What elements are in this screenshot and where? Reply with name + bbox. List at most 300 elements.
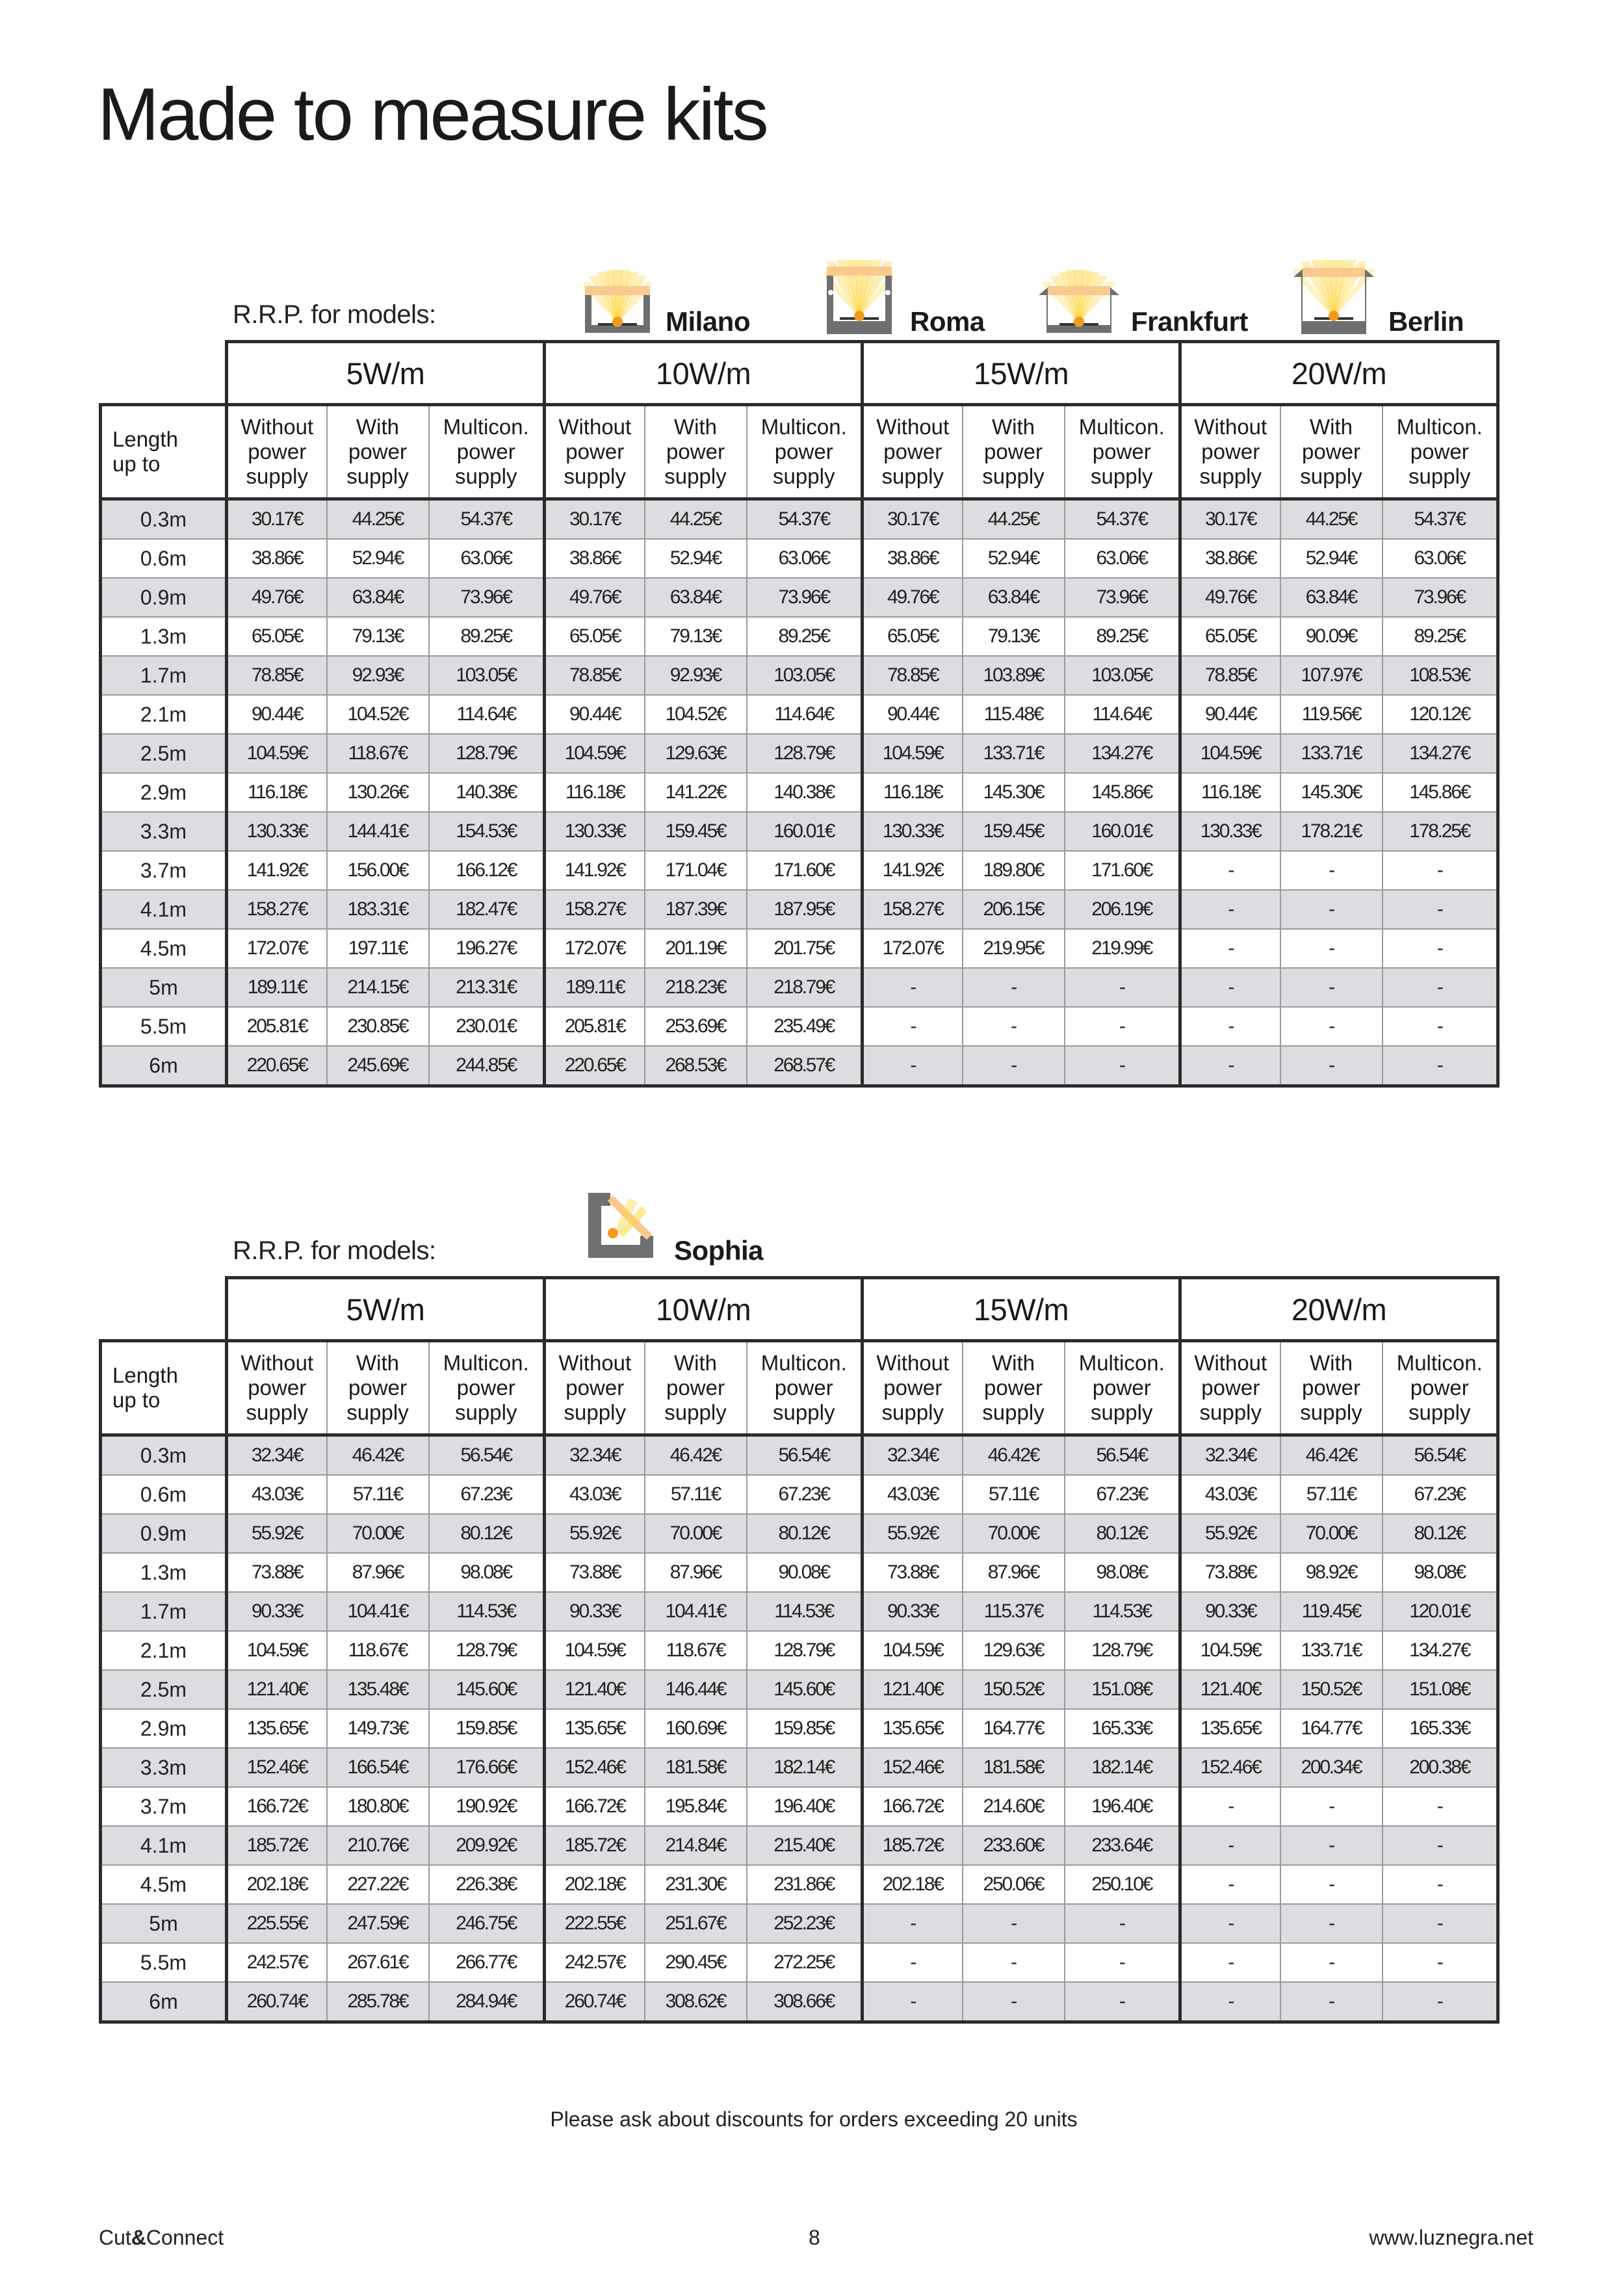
table-row <box>101 656 1498 695</box>
price-cell: 220.65€ <box>545 1046 645 1086</box>
price-cell: 189.80€ <box>963 851 1065 890</box>
price-cell: 65.05€ <box>863 617 963 656</box>
table-row <box>101 929 1498 968</box>
price-cell: 189.11€ <box>227 968 327 1007</box>
price-cell: - <box>863 1007 963 1046</box>
price-cell: 214.15€ <box>327 968 429 1007</box>
table-row <box>101 1709 1498 1748</box>
price-cell: 171.60€ <box>747 851 863 890</box>
model-milano <box>584 260 750 338</box>
price-cell: - <box>1280 1787 1383 1826</box>
price-cell: 141.92€ <box>545 851 645 890</box>
power-group-header: 10W/m <box>545 342 863 405</box>
price-cell: 104.59€ <box>227 1631 327 1670</box>
price-cell: 133.71€ <box>1280 1631 1383 1670</box>
length-cell: 0.6m <box>101 1475 227 1514</box>
price-cell: 90.08€ <box>747 1553 863 1592</box>
price-cell: 56.54€ <box>1065 1435 1180 1476</box>
price-cell: 90.33€ <box>545 1592 645 1631</box>
supply-column-header: Multicon. power supply <box>1065 1341 1180 1435</box>
price-cell: 57.11€ <box>327 1475 429 1514</box>
price-cell: 158.27€ <box>227 890 327 929</box>
price-cell: 233.60€ <box>963 1826 1065 1865</box>
price-cell: 164.77€ <box>963 1709 1065 1748</box>
price-cell: 73.96€ <box>1383 578 1498 617</box>
price-cell: - <box>1065 968 1180 1007</box>
price-cell: 268.53€ <box>645 1046 747 1086</box>
price-cell: 73.88€ <box>863 1553 963 1592</box>
supply-column-header: Multicon. power supply <box>429 405 545 499</box>
price-cell: 87.96€ <box>645 1553 747 1592</box>
power-group-header: 20W/m <box>1180 1278 1498 1341</box>
table-row <box>101 539 1498 578</box>
price-cell: 129.63€ <box>963 1631 1065 1670</box>
price-cell: 135.65€ <box>863 1709 963 1748</box>
price-cell: 55.92€ <box>1180 1514 1280 1553</box>
price-cell: 116.18€ <box>1180 773 1280 812</box>
price-cell: 172.07€ <box>545 929 645 968</box>
supply-column-header: With power supply <box>645 1341 747 1435</box>
length-cell: 0.9m <box>101 1514 227 1553</box>
price-cell: 54.37€ <box>747 499 863 540</box>
price-cell: 114.64€ <box>747 695 863 734</box>
price-cell: 134.27€ <box>1383 1631 1498 1670</box>
price-cell: 73.88€ <box>227 1553 327 1592</box>
price-cell: 152.46€ <box>863 1748 963 1787</box>
price-cell: 90.09€ <box>1280 617 1383 656</box>
length-cell: 0.9m <box>101 578 227 617</box>
price-cell: 118.67€ <box>327 734 429 773</box>
price-table-section-2 <box>99 1276 1500 2024</box>
length-cell: 0.3m <box>101 499 227 540</box>
supply-column-header: Multicon. power supply <box>747 405 863 499</box>
price-cell: - <box>1383 968 1498 1007</box>
price-cell: - <box>1280 851 1383 890</box>
price-cell: 242.57€ <box>545 1943 645 1982</box>
price-cell: - <box>863 1046 963 1086</box>
price-cell: 227.22€ <box>327 1865 429 1904</box>
price-cell: 30.17€ <box>545 499 645 540</box>
price-cell: 160.01€ <box>747 812 863 851</box>
price-cell: 178.25€ <box>1383 812 1498 851</box>
price-cell: 160.69€ <box>645 1709 747 1748</box>
model-frankfurt <box>1039 260 1248 338</box>
supply-column-header: With power supply <box>1280 405 1383 499</box>
table-row <box>101 1592 1498 1631</box>
price-table <box>99 340 1500 1088</box>
price-cell: 215.40€ <box>747 1826 863 1865</box>
table-row <box>101 1435 1498 1476</box>
price-cell: 141.22€ <box>645 773 747 812</box>
price-cell: 268.57€ <box>747 1046 863 1086</box>
price-cell: 63.06€ <box>1065 539 1180 578</box>
price-cell: 244.85€ <box>429 1046 545 1086</box>
price-cell: 158.27€ <box>863 890 963 929</box>
price-cell: 104.59€ <box>863 734 963 773</box>
price-cell: - <box>1280 929 1383 968</box>
price-cell: 166.72€ <box>227 1787 327 1826</box>
price-cell: - <box>1065 1046 1180 1086</box>
price-cell: 196.40€ <box>1065 1787 1180 1826</box>
price-cell: 67.23€ <box>1065 1475 1180 1514</box>
price-cell: 200.38€ <box>1383 1748 1498 1787</box>
price-cell: 98.08€ <box>1065 1553 1180 1592</box>
price-cell: 90.44€ <box>545 695 645 734</box>
price-cell: 107.97€ <box>1280 656 1383 695</box>
price-cell: 182.14€ <box>1065 1748 1180 1787</box>
price-cell: 149.73€ <box>327 1709 429 1748</box>
price-cell: 210.76€ <box>327 1826 429 1865</box>
price-cell: 43.03€ <box>1180 1475 1280 1514</box>
price-cell: 166.72€ <box>863 1787 963 1826</box>
price-cell: 43.03€ <box>863 1475 963 1514</box>
price-cell: 57.11€ <box>645 1475 747 1514</box>
price-cell: - <box>963 1982 1065 2022</box>
price-cell: 63.06€ <box>1383 539 1498 578</box>
price-cell: 130.26€ <box>327 773 429 812</box>
price-cell: 104.59€ <box>545 734 645 773</box>
price-cell: 152.46€ <box>545 1748 645 1787</box>
price-cell: - <box>1383 1787 1498 1826</box>
price-cell: 135.65€ <box>227 1709 327 1748</box>
table-row <box>101 851 1498 890</box>
price-cell: 43.03€ <box>545 1475 645 1514</box>
price-cell: 98.08€ <box>1383 1553 1498 1592</box>
supply-column-header: Multicon. power supply <box>1065 405 1180 499</box>
price-cell: 183.31€ <box>327 890 429 929</box>
length-cell: 4.5m <box>101 929 227 968</box>
price-cell: 120.12€ <box>1383 695 1498 734</box>
price-cell: - <box>1065 1007 1180 1046</box>
price-cell: 180.80€ <box>327 1787 429 1826</box>
power-header-row <box>101 1278 1498 1341</box>
price-cell: 121.40€ <box>863 1670 963 1709</box>
rrp-label: R.R.P. for models: <box>233 1236 436 1265</box>
price-cell: 214.84€ <box>645 1826 747 1865</box>
price-cell: - <box>1383 929 1498 968</box>
price-cell: - <box>1065 1982 1180 2022</box>
table-row <box>101 1007 1498 1046</box>
price-cell: 214.60€ <box>963 1787 1065 1826</box>
price-cell: 52.94€ <box>645 539 747 578</box>
rrp-label: R.R.P. for models: <box>233 300 436 329</box>
price-cell: 128.79€ <box>429 734 545 773</box>
price-cell: - <box>963 1943 1065 1982</box>
price-cell: 87.96€ <box>327 1553 429 1592</box>
length-cell: 2.5m <box>101 1670 227 1709</box>
table-row <box>101 1553 1498 1592</box>
price-cell: 218.79€ <box>747 968 863 1007</box>
price-cell: 49.76€ <box>545 578 645 617</box>
price-cell: 140.38€ <box>747 773 863 812</box>
price-cell: 196.40€ <box>747 1787 863 1826</box>
price-cell: 134.27€ <box>1383 734 1498 773</box>
price-cell: 56.54€ <box>747 1435 863 1476</box>
price-cell: 247.59€ <box>327 1904 429 1943</box>
price-cell: 226.38€ <box>429 1865 545 1904</box>
price-cell: 189.11€ <box>545 968 645 1007</box>
price-cell: - <box>1180 890 1280 929</box>
price-cell: 90.33€ <box>863 1592 963 1631</box>
price-cell: 190.92€ <box>429 1787 545 1826</box>
price-cell: 70.00€ <box>327 1514 429 1553</box>
model-name: Berlin <box>1388 306 1464 337</box>
power-group-header: 10W/m <box>545 1278 863 1341</box>
table-row <box>101 1046 1498 1086</box>
price-cell: 158.27€ <box>545 890 645 929</box>
price-cell: 165.33€ <box>1065 1709 1180 1748</box>
price-cell: 197.11€ <box>327 929 429 968</box>
price-cell: 121.40€ <box>227 1670 327 1709</box>
price-cell: - <box>1180 1943 1280 1982</box>
price-cell: 104.52€ <box>327 695 429 734</box>
price-cell: 154.53€ <box>429 812 545 851</box>
price-cell: 250.06€ <box>963 1865 1065 1904</box>
price-cell: 260.74€ <box>545 1982 645 2022</box>
price-cell: 57.11€ <box>963 1475 1065 1514</box>
price-cell: - <box>1383 851 1498 890</box>
length-cell: 4.5m <box>101 1865 227 1904</box>
price-cell: 151.08€ <box>1065 1670 1180 1709</box>
price-cell: 185.72€ <box>227 1826 327 1865</box>
price-cell: - <box>1280 1943 1383 1982</box>
price-cell: 130.33€ <box>227 812 327 851</box>
length-cell: 4.1m <box>101 1826 227 1865</box>
price-cell: 213.31€ <box>429 968 545 1007</box>
price-cell: 38.86€ <box>227 539 327 578</box>
berlin-profile-icon <box>1293 260 1374 338</box>
length-cell: 1.3m <box>101 1553 227 1592</box>
price-cell: 104.59€ <box>1180 1631 1280 1670</box>
price-cell: - <box>1383 1904 1498 1943</box>
price-cell: 178.21€ <box>1280 812 1383 851</box>
price-cell: 135.65€ <box>1180 1709 1280 1748</box>
price-cell: 73.96€ <box>1065 578 1180 617</box>
price-cell: 38.86€ <box>863 539 963 578</box>
price-cell: 144.41€ <box>327 812 429 851</box>
price-cell: 205.81€ <box>545 1007 645 1046</box>
price-cell: 130.33€ <box>545 812 645 851</box>
table-row <box>101 1670 1498 1709</box>
price-cell: 152.46€ <box>227 1748 327 1787</box>
supply-column-header: Without power supply <box>863 405 963 499</box>
price-cell: 67.23€ <box>429 1475 545 1514</box>
price-cell: 145.86€ <box>1383 773 1498 812</box>
price-cell: 145.60€ <box>429 1670 545 1709</box>
roma-profile-icon <box>825 260 893 338</box>
price-cell: 218.23€ <box>645 968 747 1007</box>
price-cell: 115.48€ <box>963 695 1065 734</box>
table-row <box>101 734 1498 773</box>
column-header-row <box>101 405 1498 499</box>
price-cell: 181.58€ <box>645 1748 747 1787</box>
length-cell: 2.1m <box>101 695 227 734</box>
price-cell: 150.52€ <box>1280 1670 1383 1709</box>
footer-website[interactable]: www.luznegra.net <box>1369 2226 1533 2249</box>
length-cell: 2.1m <box>101 1631 227 1670</box>
price-cell: 115.37€ <box>963 1592 1065 1631</box>
price-cell: 128.79€ <box>747 1631 863 1670</box>
empty-corner-cell <box>101 1278 227 1341</box>
price-cell: 79.13€ <box>327 617 429 656</box>
price-cell: - <box>863 968 963 1007</box>
price-cell: 80.12€ <box>429 1514 545 1553</box>
price-cell: 165.33€ <box>1383 1709 1498 1748</box>
supply-column-header: Without power supply <box>1180 1341 1280 1435</box>
length-cell: 3.7m <box>101 1787 227 1826</box>
price-cell: 206.15€ <box>963 890 1065 929</box>
price-cell: - <box>1280 1046 1383 1086</box>
length-cell: 3.3m <box>101 812 227 851</box>
price-cell: 246.75€ <box>429 1904 545 1943</box>
price-cell: 145.86€ <box>1065 773 1180 812</box>
price-cell: 222.55€ <box>545 1904 645 1943</box>
price-cell: - <box>1180 851 1280 890</box>
price-cell: 121.40€ <box>1180 1670 1280 1709</box>
price-cell: 98.92€ <box>1280 1553 1383 1592</box>
table-row <box>101 968 1498 1007</box>
price-cell: 159.85€ <box>747 1709 863 1748</box>
price-cell: 44.25€ <box>327 499 429 540</box>
supply-column-header: With power supply <box>327 405 429 499</box>
price-cell: 202.18€ <box>545 1865 645 1904</box>
price-cell: - <box>1280 1007 1383 1046</box>
table-row <box>101 1982 1498 2022</box>
price-cell: 89.25€ <box>429 617 545 656</box>
price-cell: - <box>1383 1982 1498 2022</box>
supply-column-header: Without power supply <box>863 1341 963 1435</box>
table-row <box>101 1787 1498 1826</box>
price-cell: 151.08€ <box>1383 1670 1498 1709</box>
price-cell: 70.00€ <box>1280 1514 1383 1553</box>
footer-brand <box>99 2226 224 2250</box>
discount-note: Please ask about discounts for orders exceeding 20 units <box>550 2107 1078 2131</box>
price-cell: 230.85€ <box>327 1007 429 1046</box>
sophia-profile-icon <box>582 1186 660 1264</box>
price-cell: 171.60€ <box>1065 851 1180 890</box>
supply-column-header: Multicon. power supply <box>429 1341 545 1435</box>
length-cell: 2.9m <box>101 1709 227 1748</box>
price-cell: 104.41€ <box>327 1592 429 1631</box>
brand-suffix: Connect <box>146 2226 224 2249</box>
empty-corner-cell <box>101 342 227 405</box>
price-cell: 78.85€ <box>545 656 645 695</box>
table-row <box>101 773 1498 812</box>
price-cell: 134.27€ <box>1065 734 1180 773</box>
price-cell: 73.96€ <box>429 578 545 617</box>
length-cell: 1.3m <box>101 617 227 656</box>
table-row <box>101 812 1498 851</box>
price-cell: - <box>1180 968 1280 1007</box>
price-cell: 159.45€ <box>963 812 1065 851</box>
length-cell: 0.3m <box>101 1435 227 1476</box>
price-cell: 49.76€ <box>1180 578 1280 617</box>
price-cell: 67.23€ <box>1383 1475 1498 1514</box>
model-name: Frankfurt <box>1131 306 1248 337</box>
price-cell: 44.25€ <box>963 499 1065 540</box>
price-cell: - <box>1280 890 1383 929</box>
table-row <box>101 695 1498 734</box>
price-cell: 250.10€ <box>1065 1865 1180 1904</box>
price-cell: - <box>1383 1826 1498 1865</box>
price-cell: 120.01€ <box>1383 1592 1498 1631</box>
length-header: Length up to <box>101 405 227 499</box>
price-cell: 205.81€ <box>227 1007 327 1046</box>
length-cell: 1.7m <box>101 1592 227 1631</box>
price-cell: 103.05€ <box>1065 656 1180 695</box>
price-cell: 32.34€ <box>227 1435 327 1476</box>
price-cell: 202.18€ <box>227 1865 327 1904</box>
price-cell: 114.53€ <box>747 1592 863 1631</box>
price-cell: 166.54€ <box>327 1748 429 1787</box>
page-number: 8 <box>809 2226 820 2249</box>
price-cell: 266.77€ <box>429 1943 545 1982</box>
price-cell: 166.72€ <box>545 1787 645 1826</box>
price-cell: - <box>1280 1982 1383 2022</box>
price-cell: 130.33€ <box>863 812 963 851</box>
price-cell: 38.86€ <box>545 539 645 578</box>
price-cell: 78.85€ <box>1180 656 1280 695</box>
length-cell: 5.5m <box>101 1943 227 1982</box>
price-cell: 267.61€ <box>327 1943 429 1982</box>
price-cell: 70.00€ <box>963 1514 1065 1553</box>
table-row <box>101 1475 1498 1514</box>
price-cell: 38.86€ <box>1180 539 1280 578</box>
price-cell: 181.58€ <box>963 1748 1065 1787</box>
table-row <box>101 1826 1498 1865</box>
model-berlin <box>1293 260 1464 338</box>
price-cell: 308.62€ <box>645 1982 747 2022</box>
table-row <box>101 890 1498 929</box>
price-cell: 104.52€ <box>645 695 747 734</box>
price-cell: 103.05€ <box>747 656 863 695</box>
price-cell: - <box>1280 1826 1383 1865</box>
table-row <box>101 1514 1498 1553</box>
price-cell: 260.74€ <box>227 1982 327 2022</box>
price-cell: 114.53€ <box>1065 1592 1180 1631</box>
price-cell: 73.88€ <box>1180 1553 1280 1592</box>
price-cell: - <box>1180 1865 1280 1904</box>
length-cell: 3.7m <box>101 851 227 890</box>
price-cell: - <box>963 1007 1065 1046</box>
price-cell: 209.92€ <box>429 1826 545 1865</box>
price-table-section-1 <box>99 340 1500 1088</box>
price-cell: 55.92€ <box>545 1514 645 1553</box>
price-cell: 252.23€ <box>747 1904 863 1943</box>
price-cell: 63.84€ <box>327 578 429 617</box>
price-cell: 30.17€ <box>1180 499 1280 540</box>
length-cell: 6m <box>101 1982 227 2022</box>
length-cell: 4.1m <box>101 890 227 929</box>
price-cell: 308.66€ <box>747 1982 863 2022</box>
price-cell: 196.27€ <box>429 929 545 968</box>
price-cell: 119.56€ <box>1280 695 1383 734</box>
price-cell: 201.19€ <box>645 929 747 968</box>
price-cell: - <box>1180 1007 1280 1046</box>
page-title: Made to measure kits <box>97 73 767 156</box>
power-group-header: 15W/m <box>863 1278 1180 1341</box>
price-cell: 140.38€ <box>429 773 545 812</box>
price-cell: 54.37€ <box>1065 499 1180 540</box>
price-cell: 44.25€ <box>1280 499 1383 540</box>
price-cell: 56.54€ <box>1383 1435 1498 1476</box>
price-cell: 89.25€ <box>747 617 863 656</box>
price-cell: 103.89€ <box>963 656 1065 695</box>
price-cell: 185.72€ <box>545 1826 645 1865</box>
table-row <box>101 1631 1498 1670</box>
price-cell: 242.57€ <box>227 1943 327 1982</box>
price-cell: - <box>1180 1046 1280 1086</box>
